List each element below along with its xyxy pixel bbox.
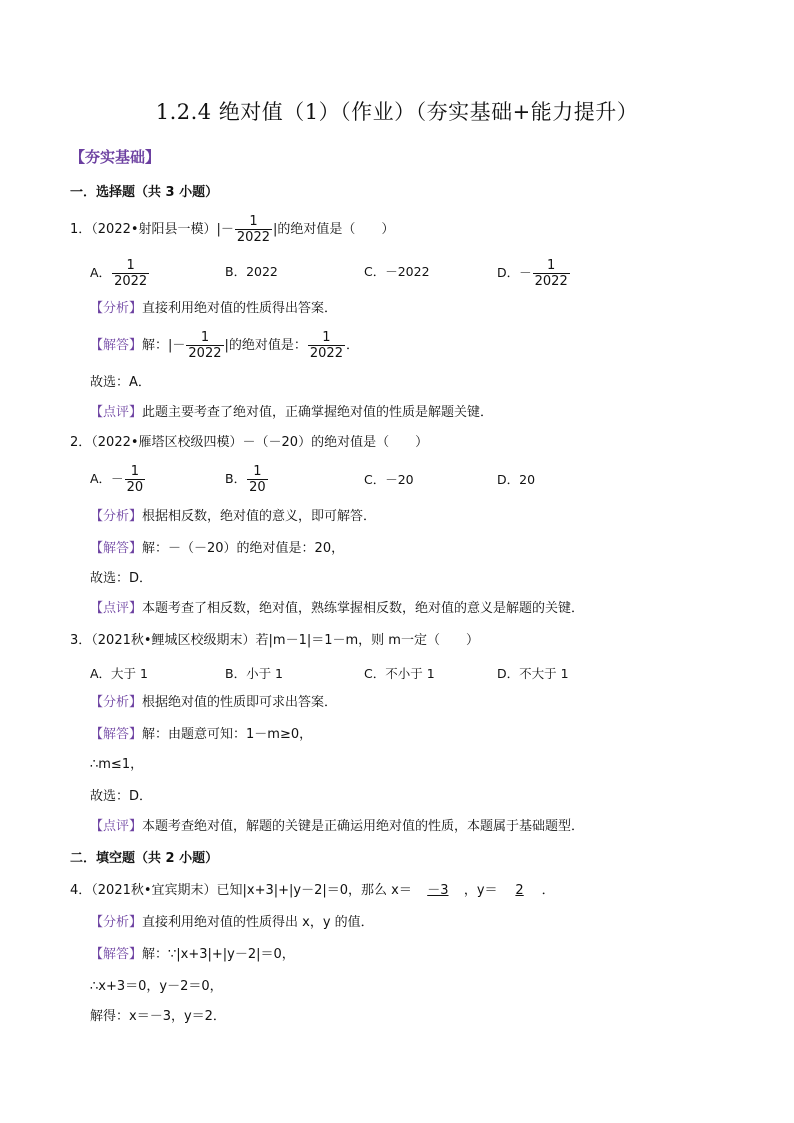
q1-comment: 【点评】此题主要考查了绝对值，正确掌握绝对值的性质是解题关键． [90, 405, 494, 420]
q1-stem-fraction: $\frac{1}{2022}$ [236, 214, 270, 245]
page-title: 1.2.4 绝对值（1）（作业）（夯实基础+能力提升） [155, 100, 639, 124]
q1-option-c: C．－2022 [364, 264, 430, 279]
q2-option-a-fraction: $\frac{1}{20}$ [126, 464, 144, 495]
section-label: 【夯实基础】 [70, 148, 161, 166]
q2-option-b: B． $\frac{1}{20}$ [225, 464, 266, 495]
q1-option-d: D．－ $\frac{1}{2022}$ [497, 258, 568, 289]
solution-tag: 【解答】 [90, 541, 143, 556]
analysis-tag: 【分析】 [90, 915, 143, 930]
q1-solution: 【解答】解：|－ $\frac{1}{2022}$ |的绝对值是： $\frac{1}{2022}$ ． [90, 330, 359, 361]
q2-stem: 2．（2022•雁塔区校级四模）－（－20）的绝对值是（ ） [70, 435, 429, 450]
q1-stem-prefix: 1．（2022•射阳县一模）|－ [70, 222, 234, 237]
q3-analysis: 【分析】根据绝对值的性质即可求出答案． [90, 695, 338, 710]
q3-comment: 【点评】本题考查绝对值，解题的关键是正确运用绝对值的性质，本题属于基础题型． [90, 819, 585, 834]
q4-answer-y: 2 [515, 883, 524, 898]
part1-heading: 一．选择题（共 3 小题） [70, 185, 219, 200]
q4-step2: 解得：x＝－3，y＝2． [90, 1009, 226, 1024]
solution-tag: 【解答】 [90, 947, 143, 962]
q1-option-b: B．2022 [225, 264, 278, 279]
q3-option-d: D．不大于 1 [497, 666, 569, 681]
q3-option-a: A．大于 1 [90, 666, 148, 681]
q4-step1: ∴x+3＝0，y－2＝0， [90, 979, 223, 994]
q2-comment: 【点评】本题考查了相反数，绝对值，熟练掌握相反数，绝对值的意义是解题的关键． [90, 601, 585, 616]
comment-tag: 【点评】 [90, 601, 143, 616]
q3-choice: 故选：D． [90, 789, 153, 804]
comment-tag: 【点评】 [90, 405, 143, 420]
q3-step: ∴m≤1， [90, 757, 144, 772]
q4-analysis: 【分析】直接利用绝对值的性质得出 x，y 的值． [90, 915, 374, 930]
q1-analysis: 【分析】直接利用绝对值的性质得出答案． [90, 301, 338, 316]
q2-option-a: A．－ $\frac{1}{20}$ [90, 464, 144, 495]
solution-tag: 【解答】 [90, 338, 143, 353]
q1-option-a-fraction: $\frac{1}{2022}$ [114, 258, 148, 289]
q1-stem-suffix: |的绝对值是（ ） [273, 222, 395, 237]
q1-option-a: A． $\frac{1}{2022}$ [90, 258, 148, 289]
q1-choice: 故选：A． [90, 375, 151, 390]
q3-option-c: C．不小于 1 [364, 666, 435, 681]
q2-option-b-fraction: $\frac{1}{20}$ [249, 464, 266, 495]
solution-tag: 【解答】 [90, 727, 143, 742]
q4-answer-x: －3 [427, 883, 449, 898]
q2-solution: 【解答】解：－（－20）的绝对值是：20， [90, 541, 345, 556]
q1-stem [70, 214, 394, 245]
q2-option-d: D．20 [497, 472, 536, 487]
part2-heading: 二．填空题（共 2 小题） [70, 851, 219, 866]
analysis-tag: 【分析】 [90, 509, 143, 524]
q4-stem: 4．（2021秋•宜宾期末）已知|x+3|+|y－2|＝0，那么 x＝ －3 ，y＝ 2 ． [70, 883, 555, 898]
q3-option-b: B．小于 1 [225, 666, 284, 681]
q2-analysis: 【分析】根据相反数，绝对值的意义，即可解答． [90, 509, 377, 524]
q1-option-d-fraction: $\frac{1}{2022}$ [534, 258, 568, 289]
q4-solution: 【解答】解：∵|x+3|+|y－2|＝0， [90, 947, 295, 962]
q1-solution-fraction-2: $\frac{1}{2022}$ [309, 330, 343, 361]
q2-choice: 故选：D． [90, 571, 153, 586]
analysis-tag: 【分析】 [90, 301, 143, 316]
q1-solution-fraction: $\frac{1}{2022}$ [188, 330, 222, 361]
analysis-tag: 【分析】 [90, 695, 143, 710]
q2-option-c: C．－20 [364, 472, 414, 487]
q3-stem: 3．（2021秋•鲤城区校级期末）若|m－1|＝1－m，则 m一定（ ） [70, 633, 479, 648]
comment-tag: 【点评】 [90, 819, 143, 834]
q3-solution: 【解答】解：由题意可知：1－m≥0， [90, 727, 313, 742]
